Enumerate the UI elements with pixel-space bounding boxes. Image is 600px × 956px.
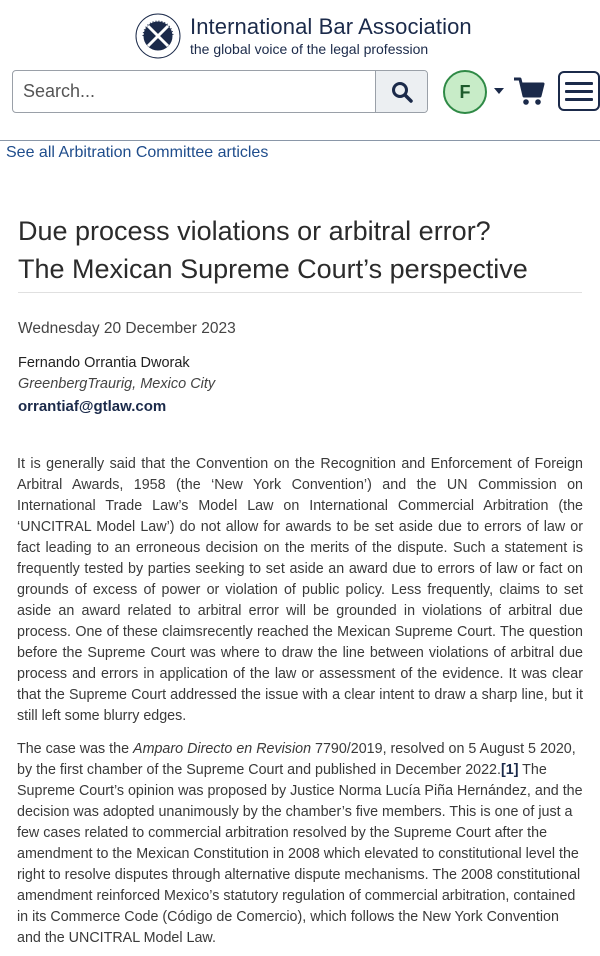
chevron-down-icon[interactable] — [494, 88, 504, 94]
author-affiliation: GreenbergTraurig, Mexico City — [18, 376, 216, 392]
cart-icon[interactable] — [512, 74, 546, 108]
article-title — [18, 212, 588, 288]
paragraph-2-text: 7790/2019, resolved on 5 August 5 2020, by the first chamber of the Supreme Court and published in December 2022. — [17, 741, 576, 778]
author-email-link[interactable]: orrantiaf@gtlaw.com — [18, 398, 167, 415]
article-title-line-2: The Mexican Supreme Court’s perspective — [18, 254, 528, 284]
paragraph-2-text: The case was the — [17, 741, 134, 757]
search-button[interactable] — [375, 71, 427, 112]
brand-logo-link[interactable] — [134, 12, 472, 60]
hamburger-menu-icon[interactable] — [558, 71, 600, 111]
org-tagline: the global voice of the legal profession — [190, 41, 429, 57]
article-paragraph-2 — [17, 739, 583, 949]
search-bar — [12, 70, 428, 113]
article-date: Wednesday 20 December 2023 — [18, 320, 236, 337]
article-paragraph-1: It is generally said that the Convention on the Recognition and Enforcement of Foreign Arbitral Awards, 1958 (the ‘New York Convention’) and the UN Commission on International Trade Law’s Model Law on International Commercial Arbitration (the ‘UNCITRAL Model Law’) do not allow for awards to be set aside due to errors of law or fact leading to an erroneous decision on the merits of the dispute. Such a statement is frequently tested by parties seeking to set aside an award due to errors of law or fact on grounds of excess of power or violation of public policy. Less frequently, claims to set aside an award related to arbitral error will be grounded in violations of arbitral due process. One of these claimsrecently reached the Mexican Supreme Court. The question before the Supreme Court was where to draw the line between violations of arbitral due process and errors in application of the law or assessment of the evidence. It was clear that the Supreme Court addressed the issue with a clear intent to draw a sharp line, but it still left some blurry edges. — [17, 456, 583, 724]
title-divider — [18, 292, 582, 293]
case-name: Amparo Directo en Revision — [133, 741, 312, 757]
search-input[interactable] — [13, 71, 375, 112]
article-title-line-1: Due process violations or arbitral error? — [18, 216, 491, 246]
footnote-link[interactable]: [1] — [500, 762, 519, 778]
search-icon — [391, 81, 413, 103]
paragraph-2-text: The Supreme Court’s opinion was proposed by Justice Norma Lucía Piña Hernández, and the decision was adopted unanimously by the chamber’s five members. This is one of just a few cases related to commercial arbitration resolved by the Supreme Court after the amendment to the Mexican Constitution in 2008 which elevated to constitutional level the right to resolve disputes through alternative dispute mechanisms. The 2008 constitutional amendment reinforced Mexico’s statutory regulation of commercial arbitration, contained in its Commerce Code (Código de Comercio), which follows the New York Convention and the UNCITRAL Model Law. — [17, 762, 583, 946]
header-divider — [0, 140, 600, 141]
account-avatar[interactable]: F — [443, 70, 487, 114]
iba-globe-logo-icon — [134, 12, 182, 60]
article-author: Fernando Orrantia Dworak — [18, 355, 190, 371]
see-all-articles-link[interactable]: See all Arbitration Committee articles — [6, 144, 269, 161]
org-name: International Bar Association — [190, 14, 472, 39]
